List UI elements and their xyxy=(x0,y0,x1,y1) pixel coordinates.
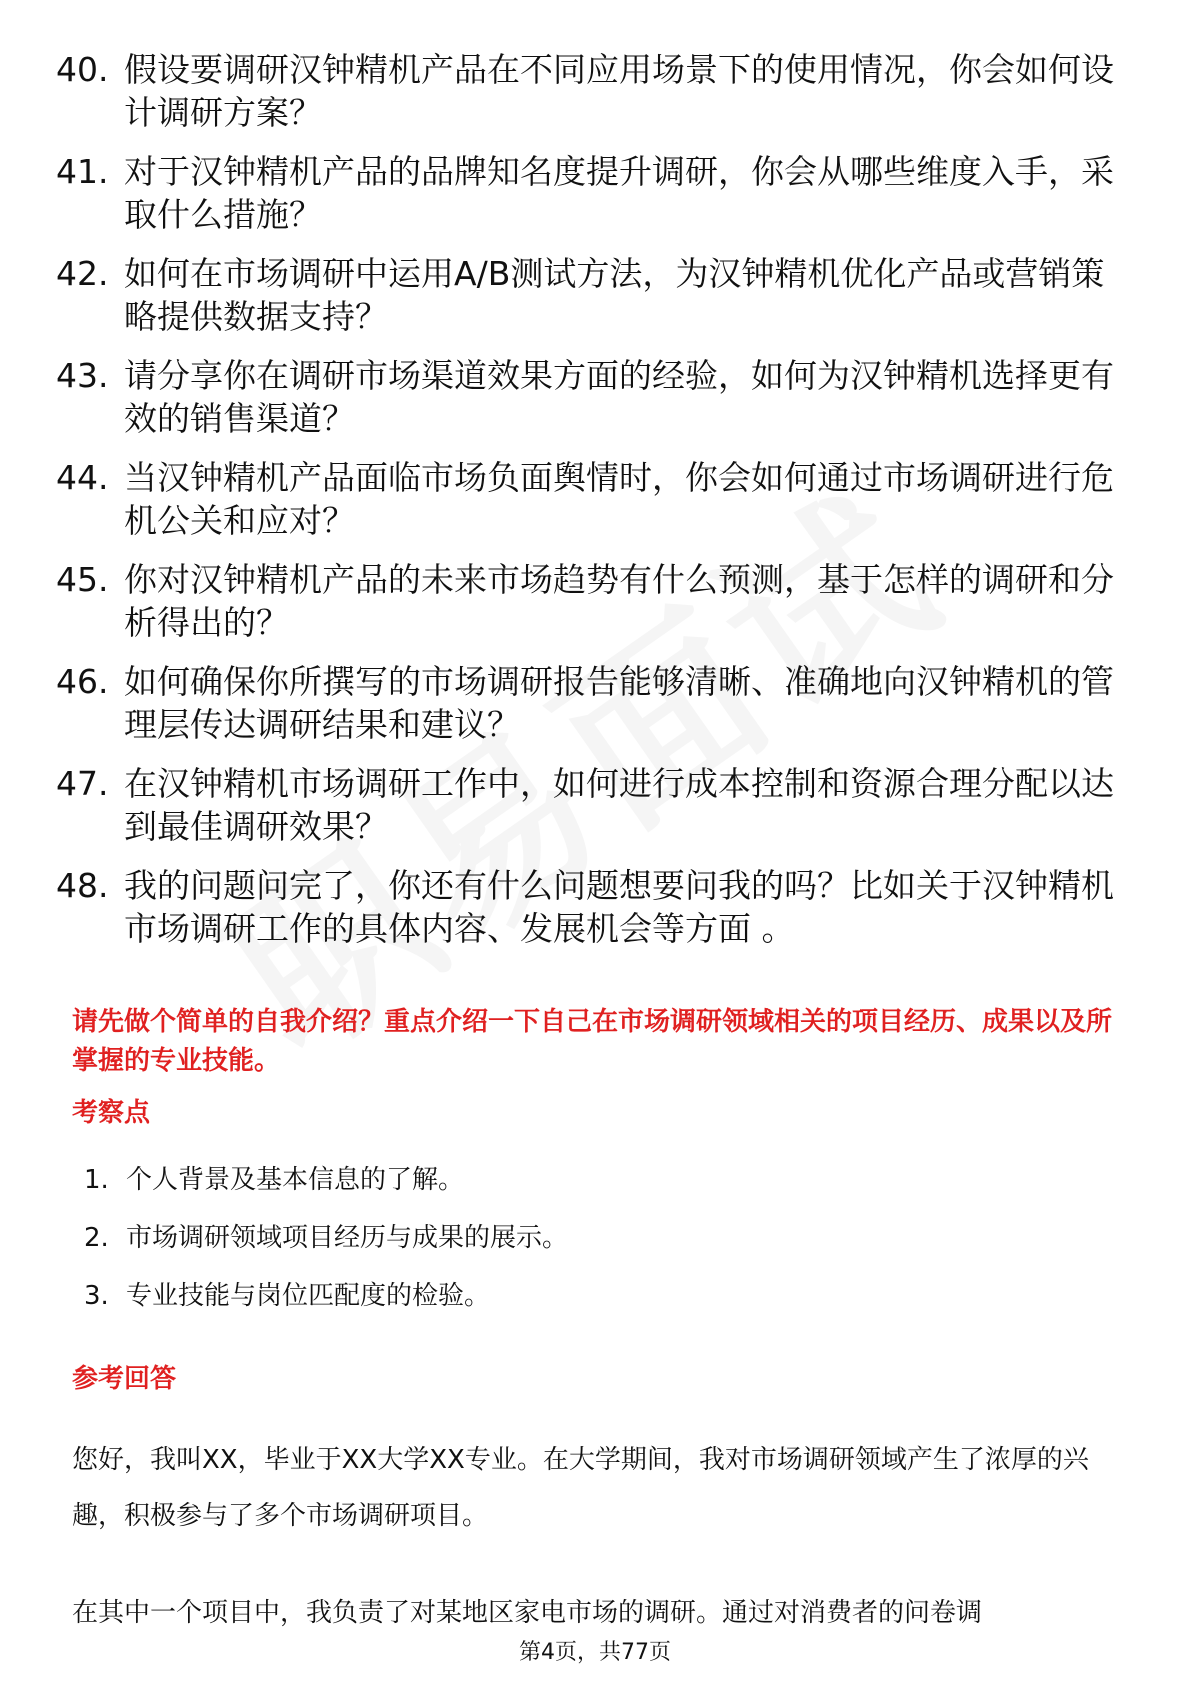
point-number: 3. xyxy=(84,1281,109,1311)
question-number: 44. xyxy=(56,458,109,497)
question-item xyxy=(56,48,1136,134)
question-item xyxy=(56,354,1136,440)
points-heading: 考察点 xyxy=(72,1098,151,1128)
question-number: 46. xyxy=(56,662,109,701)
section-question: 请先做个简单的自我介绍？重点介绍一下自己在市场调研领域相关的项目经历、成果以及所掌握的专业技能。 xyxy=(72,1007,1113,1076)
question-item xyxy=(56,558,1136,644)
question-item xyxy=(56,864,1136,950)
question-item xyxy=(56,252,1136,338)
point-number: 1. xyxy=(84,1165,109,1195)
question-number: 47. xyxy=(56,764,109,803)
answer-heading: 参考回答 xyxy=(72,1364,177,1394)
question-number: 40. xyxy=(56,50,109,89)
question-item xyxy=(56,762,1136,848)
question-text: 如何在市场调研中运用A/B测试方法，为汉钟精机优化产品或营销策略提供数据支持？ xyxy=(124,254,1105,336)
question-list xyxy=(56,48,1136,966)
question-number: 48. xyxy=(56,866,109,905)
question-number: 43. xyxy=(56,356,109,395)
question-item xyxy=(56,456,1136,542)
answer-paragraph: 您好，我叫XX，毕业于XX大学XX专业。在大学期间，我对市场调研领域产生了浓厚的兴趣，积极参与了多个市场调研项目。 xyxy=(72,1445,1089,1531)
question-text: 对于汉钟精机产品的品牌知名度提升调研，你会从哪些维度入手，采取什么措施？ xyxy=(124,152,1114,234)
question-number: 45. xyxy=(56,560,109,599)
question-text: 当汉钟精机产品面临市场负面舆情时，你会如何通过市场调研进行危机公关和应对？ xyxy=(124,458,1114,540)
point-text: 市场调研领域项目经历与成果的展示。 xyxy=(126,1223,569,1253)
question-text: 如何确保你所撰写的市场调研报告能够清晰、准确地向汉钟精机的管理层传达调研结果和建议？ xyxy=(124,662,1114,744)
question-text: 我的问题问完了，你还有什么问题想要问我的吗？比如关于汉钟精机市场调研工作的具体内容、发展机会等方面 。 xyxy=(124,866,1114,948)
question-number: 41. xyxy=(56,152,109,191)
point-text: 个人背景及基本信息的了解。 xyxy=(126,1165,465,1195)
question-item xyxy=(56,660,1136,746)
question-text: 你对汉钟精机产品的未来市场趋势有什么预测，基于怎样的调研和分析得出的？ xyxy=(124,560,1114,642)
question-item xyxy=(56,150,1136,236)
page-footer: 第4页，共77页 xyxy=(519,1640,671,1665)
question-text: 在汉钟精机市场调研工作中，如何进行成本控制和资源合理分配以达到最佳调研效果？ xyxy=(124,764,1114,846)
point-item xyxy=(84,1163,1084,1197)
point-item xyxy=(84,1221,1084,1255)
point-item xyxy=(84,1279,1084,1313)
question-text: 假设要调研汉钟精机产品在不同应用场景下的使用情况，你会如何设计调研方案？ xyxy=(124,50,1114,132)
points-list xyxy=(84,1163,1084,1337)
question-number: 42. xyxy=(56,254,109,293)
question-text: 请分享你在调研市场渠道效果方面的经验，如何为汉钟精机选择更有效的销售渠道？ xyxy=(124,356,1114,438)
point-number: 2. xyxy=(84,1223,109,1253)
answer-paragraph: 在其中一个项目中，我负责了对某地区家电市场的调研。通过对消费者的问卷调 xyxy=(72,1598,983,1628)
point-text: 专业技能与岗位匹配度的检验。 xyxy=(126,1281,491,1311)
